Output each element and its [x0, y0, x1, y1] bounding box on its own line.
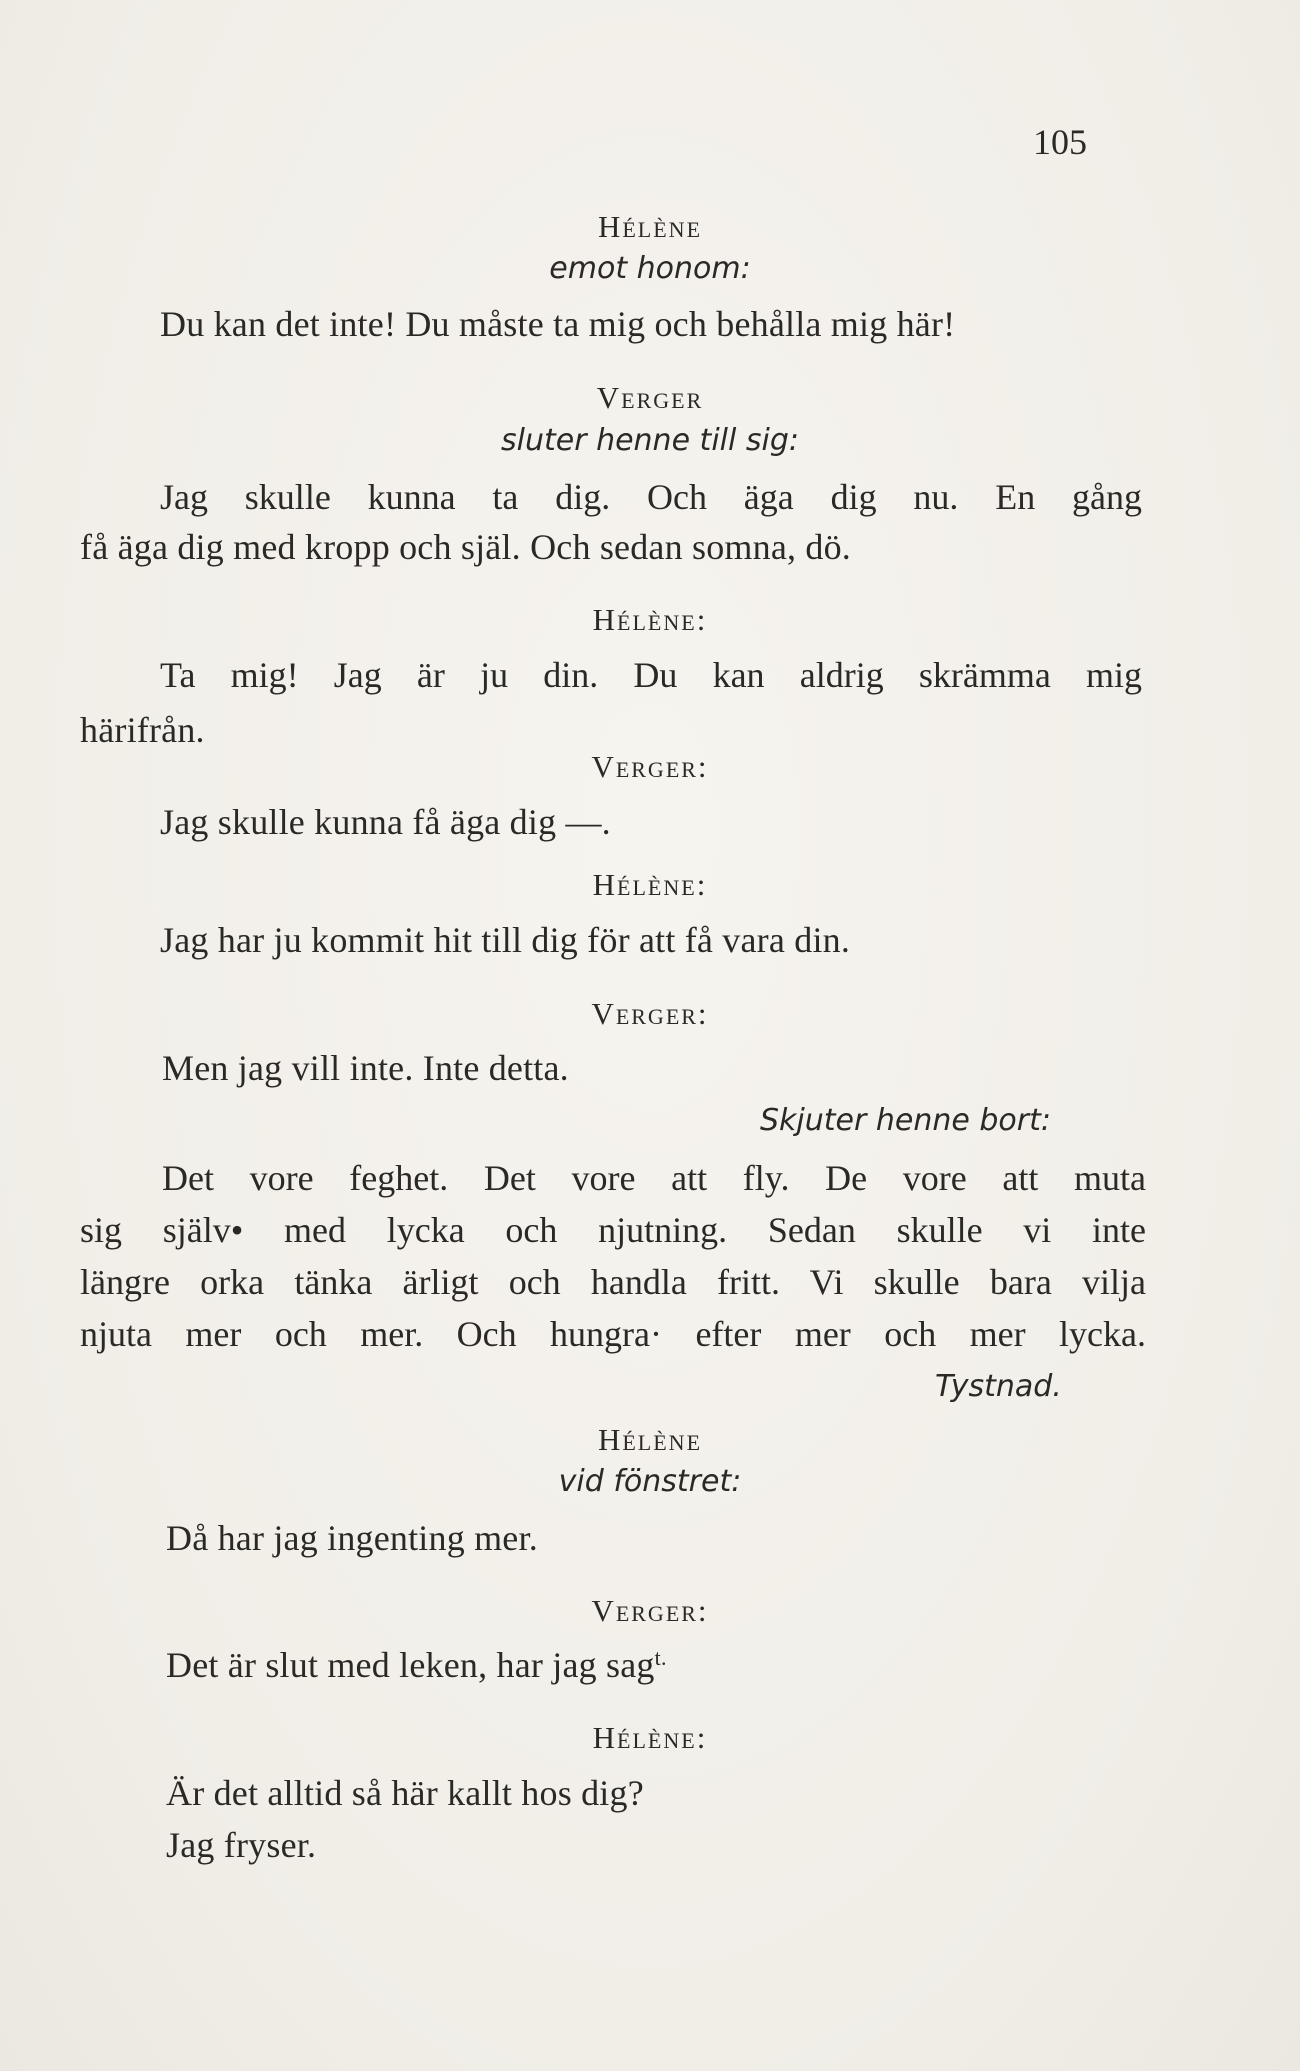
- stage-direction: Skjuter henne bort:: [760, 1103, 1051, 1138]
- dialogue-line: Men jag vill inte. Inte detta.: [162, 1048, 569, 1088]
- stage-direction: vid fönstret:: [558, 1464, 742, 1499]
- speaker-helene: Hélène:: [592, 867, 708, 902]
- speaker-verger: Verger:: [591, 1593, 709, 1628]
- dialogue-line: längre orka tänka ärligt och handla fritt. Vi skulle bara vilja: [80, 1262, 1146, 1302]
- dialogue-line: få äga dig med kropp och själ. Och sedan somna, dö.: [80, 527, 851, 567]
- speaker-verger: Verger: [596, 380, 704, 415]
- dialogue-line: Är det alltid så här kallt hos dig?: [166, 1773, 644, 1813]
- dialogue-line: Jag skulle kunna få äga dig —.: [160, 802, 611, 842]
- dialogue-line: njuta mer och mer. Och hungra· efter mer och mer lycka.: [80, 1314, 1146, 1354]
- superscript-t: t.: [654, 1645, 667, 1670]
- dialogue-line: härifrån.: [80, 710, 205, 750]
- speaker-verger: Verger:: [591, 749, 709, 784]
- page-number: 105: [1033, 122, 1087, 162]
- speaker-helene: Hélène:: [592, 602, 708, 637]
- dialogue-line: [166, 1645, 667, 1685]
- speaker-helene: Hélène: [597, 1422, 703, 1457]
- dialogue-line: sig själv• med lycka och njutning. Sedan skulle vi inte: [80, 1210, 1146, 1250]
- stage-direction: emot honom:: [549, 251, 751, 286]
- speaker-helene: Hélène:: [592, 1720, 708, 1755]
- speaker-helene: Hélène: [597, 209, 703, 244]
- dialogue-line: Jag skulle kunna ta dig. Och äga dig nu. En gång: [160, 477, 1142, 517]
- dialogue-line: Då har jag ingenting mer.: [166, 1518, 538, 1558]
- dialogue-line: Du kan det inte! Du måste ta mig och behålla mig här!: [160, 304, 956, 344]
- dialogue-line: Jag har ju kommit hit till dig för att få vara din.: [160, 920, 851, 960]
- dialogue-line: Det vore feghet. Det vore att fly. De vore att muta: [162, 1158, 1146, 1198]
- dialogue-text: Det är slut med leken, har jag sag: [166, 1645, 655, 1685]
- dialogue-line: Ta mig! Jag är ju din. Du kan aldrig skrämma mig: [160, 655, 1142, 695]
- speaker-verger: Verger:: [591, 996, 709, 1031]
- dialogue-line: Jag fryser.: [166, 1825, 317, 1865]
- stage-direction: sluter henne till sig:: [501, 423, 799, 458]
- stage-direction: Tystnad.: [935, 1369, 1062, 1404]
